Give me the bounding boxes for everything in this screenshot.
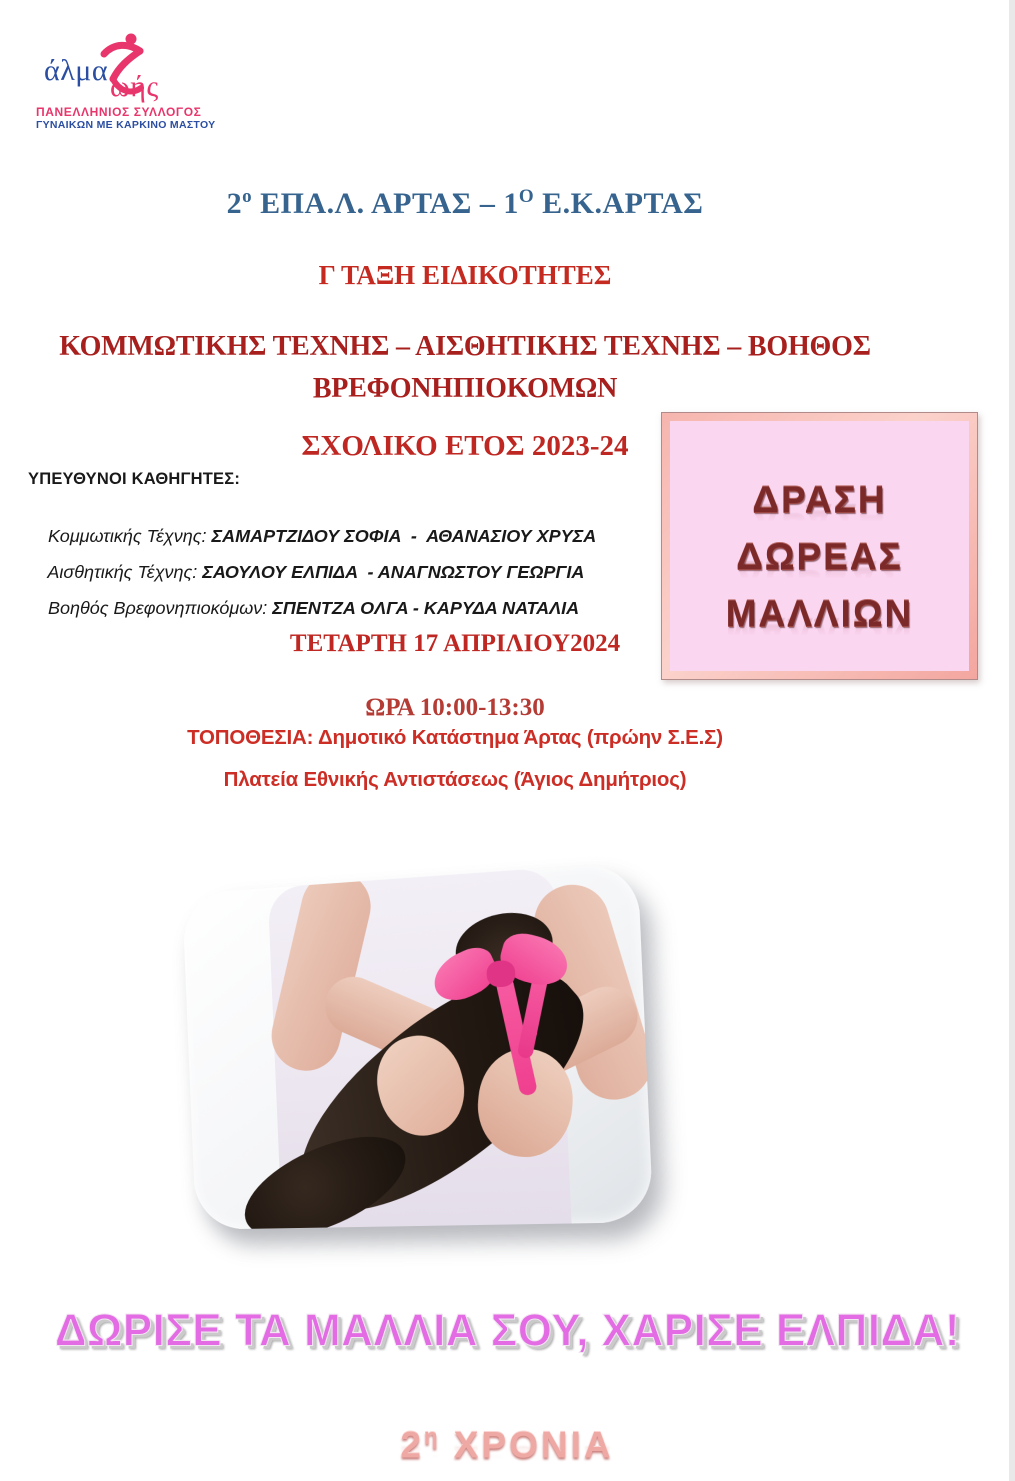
teacher-label: Βοηθός Βρεφονηπιοκόμων: [48,598,273,618]
anniversary-fragment: 2 [400,1424,424,1466]
teacher-label: Κομμωτικής Τέχνης: [48,526,212,546]
teacher-names: ΣΑΟΥΛΟΥ ΕΛΠΙΔΑ - ΑΝΑΓΝΩΣΤΟΥ ΓΕΩΡΓΙΑ [202,562,585,582]
class-title: Γ ΤΑΞΗ ΕΙΔΙΚΟΤΗΤΕΣ [318,260,612,290]
photo-canvas [182,861,654,1229]
anniversary-line [27,1424,987,1466]
school-title-sup: ο [242,186,253,207]
logo-text-alma: άλμα [44,54,109,87]
teacher-names: ΣΠΕΝΤΖΑ ΟΛΓΑ - ΚΑΡΥΔΑ ΝΑΤΑΛΙΑ [272,598,580,618]
school-title-fragment: Ε.Κ.ΑΡΤΑΣ [534,187,704,220]
event-time: ΩΡΑ 10:00-13:30 [365,694,545,721]
teachers-heading: ΥΠΕΥΘΥΝΟΙ ΚΑΘΗΓΗΤΕΣ: [28,470,241,488]
school-title-fragment: ΕΠΑ.Λ. ΑΡΤΑΣ – 1 [252,187,519,220]
event-location: ΤΟΠΟΘΕΣΙΑ: Δημοτικό Κατάστημα Άρτας (πρώην Σ.Ε.Σ) [187,726,723,749]
school-title-sup: Ο [518,186,535,207]
logo-text-ois: ωής [110,70,159,103]
specialties-line-2: ΒΡΕΦΟΝΗΠΙΟΚΟΜΩΝ [312,373,618,404]
event-address: Πλατεία Εθνικής Αντιστάσεως (Άγιος Δημήτριος) [223,768,687,791]
action-box-line: ΔΡΑΣΗ [752,479,887,520]
school-title [0,186,930,221]
slogan: ΔΩΡΙΣΕ ΤΑ ΜΑΛΛΙΑ ΣΟΥ, ΧΑΡΙΣΕ ΕΛΠΙΔΑ! [54,1305,961,1356]
school-title-fragment: 2 [226,187,243,220]
school-year: ΣΧΟΛΙΚΟ ΕΤΟΣ 2023-24 [301,430,629,462]
teacher-label: Αισθητικής Τέχνης: [47,562,203,582]
teacher-names: ΣΑΜΑΡΤΖΙΔΟΥ ΣΟΦΙΑ - ΑΘΑΝΑΣΙΟΥ ΧΡΥΣΑ [211,526,597,546]
anniversary-sup: η [423,1424,441,1449]
hair-donation-photo [178,878,640,1226]
action-box-line: ΜΑΛΛΙΩΝ [725,593,914,634]
logo-subtitle-2: ΓΥΝΑΙΚΩΝ ΜΕ ΚΑΡΚΙΝΟ ΜΑΣΤΟΥ [36,119,216,131]
action-box-line: ΔΩΡΕΑΣ [736,536,903,577]
page-edge [1009,0,1015,1481]
logo [30,36,250,146]
anniversary-fragment: ΧΡΟΝΙΑ [440,1424,614,1466]
specialties-line-1: ΚΟΜΜΩΤΙΚΗΣ ΤΕΧΝΗΣ – ΑΙΣΘΗΤΙΚΗΣ ΤΕΧΝΗΣ – ΒΟΗΘΟΣ [59,331,871,362]
specialties-title [0,326,930,410]
logo-subtitle-1: ΠΑΝΕΛΛΗΝΙΟΣ ΣΥΛΛΟΓΟΣ [36,105,202,119]
event-date: ΤΕΤΑΡΤΗ 17 ΑΠΡΙΛΙΟΥ2024 [289,630,621,657]
